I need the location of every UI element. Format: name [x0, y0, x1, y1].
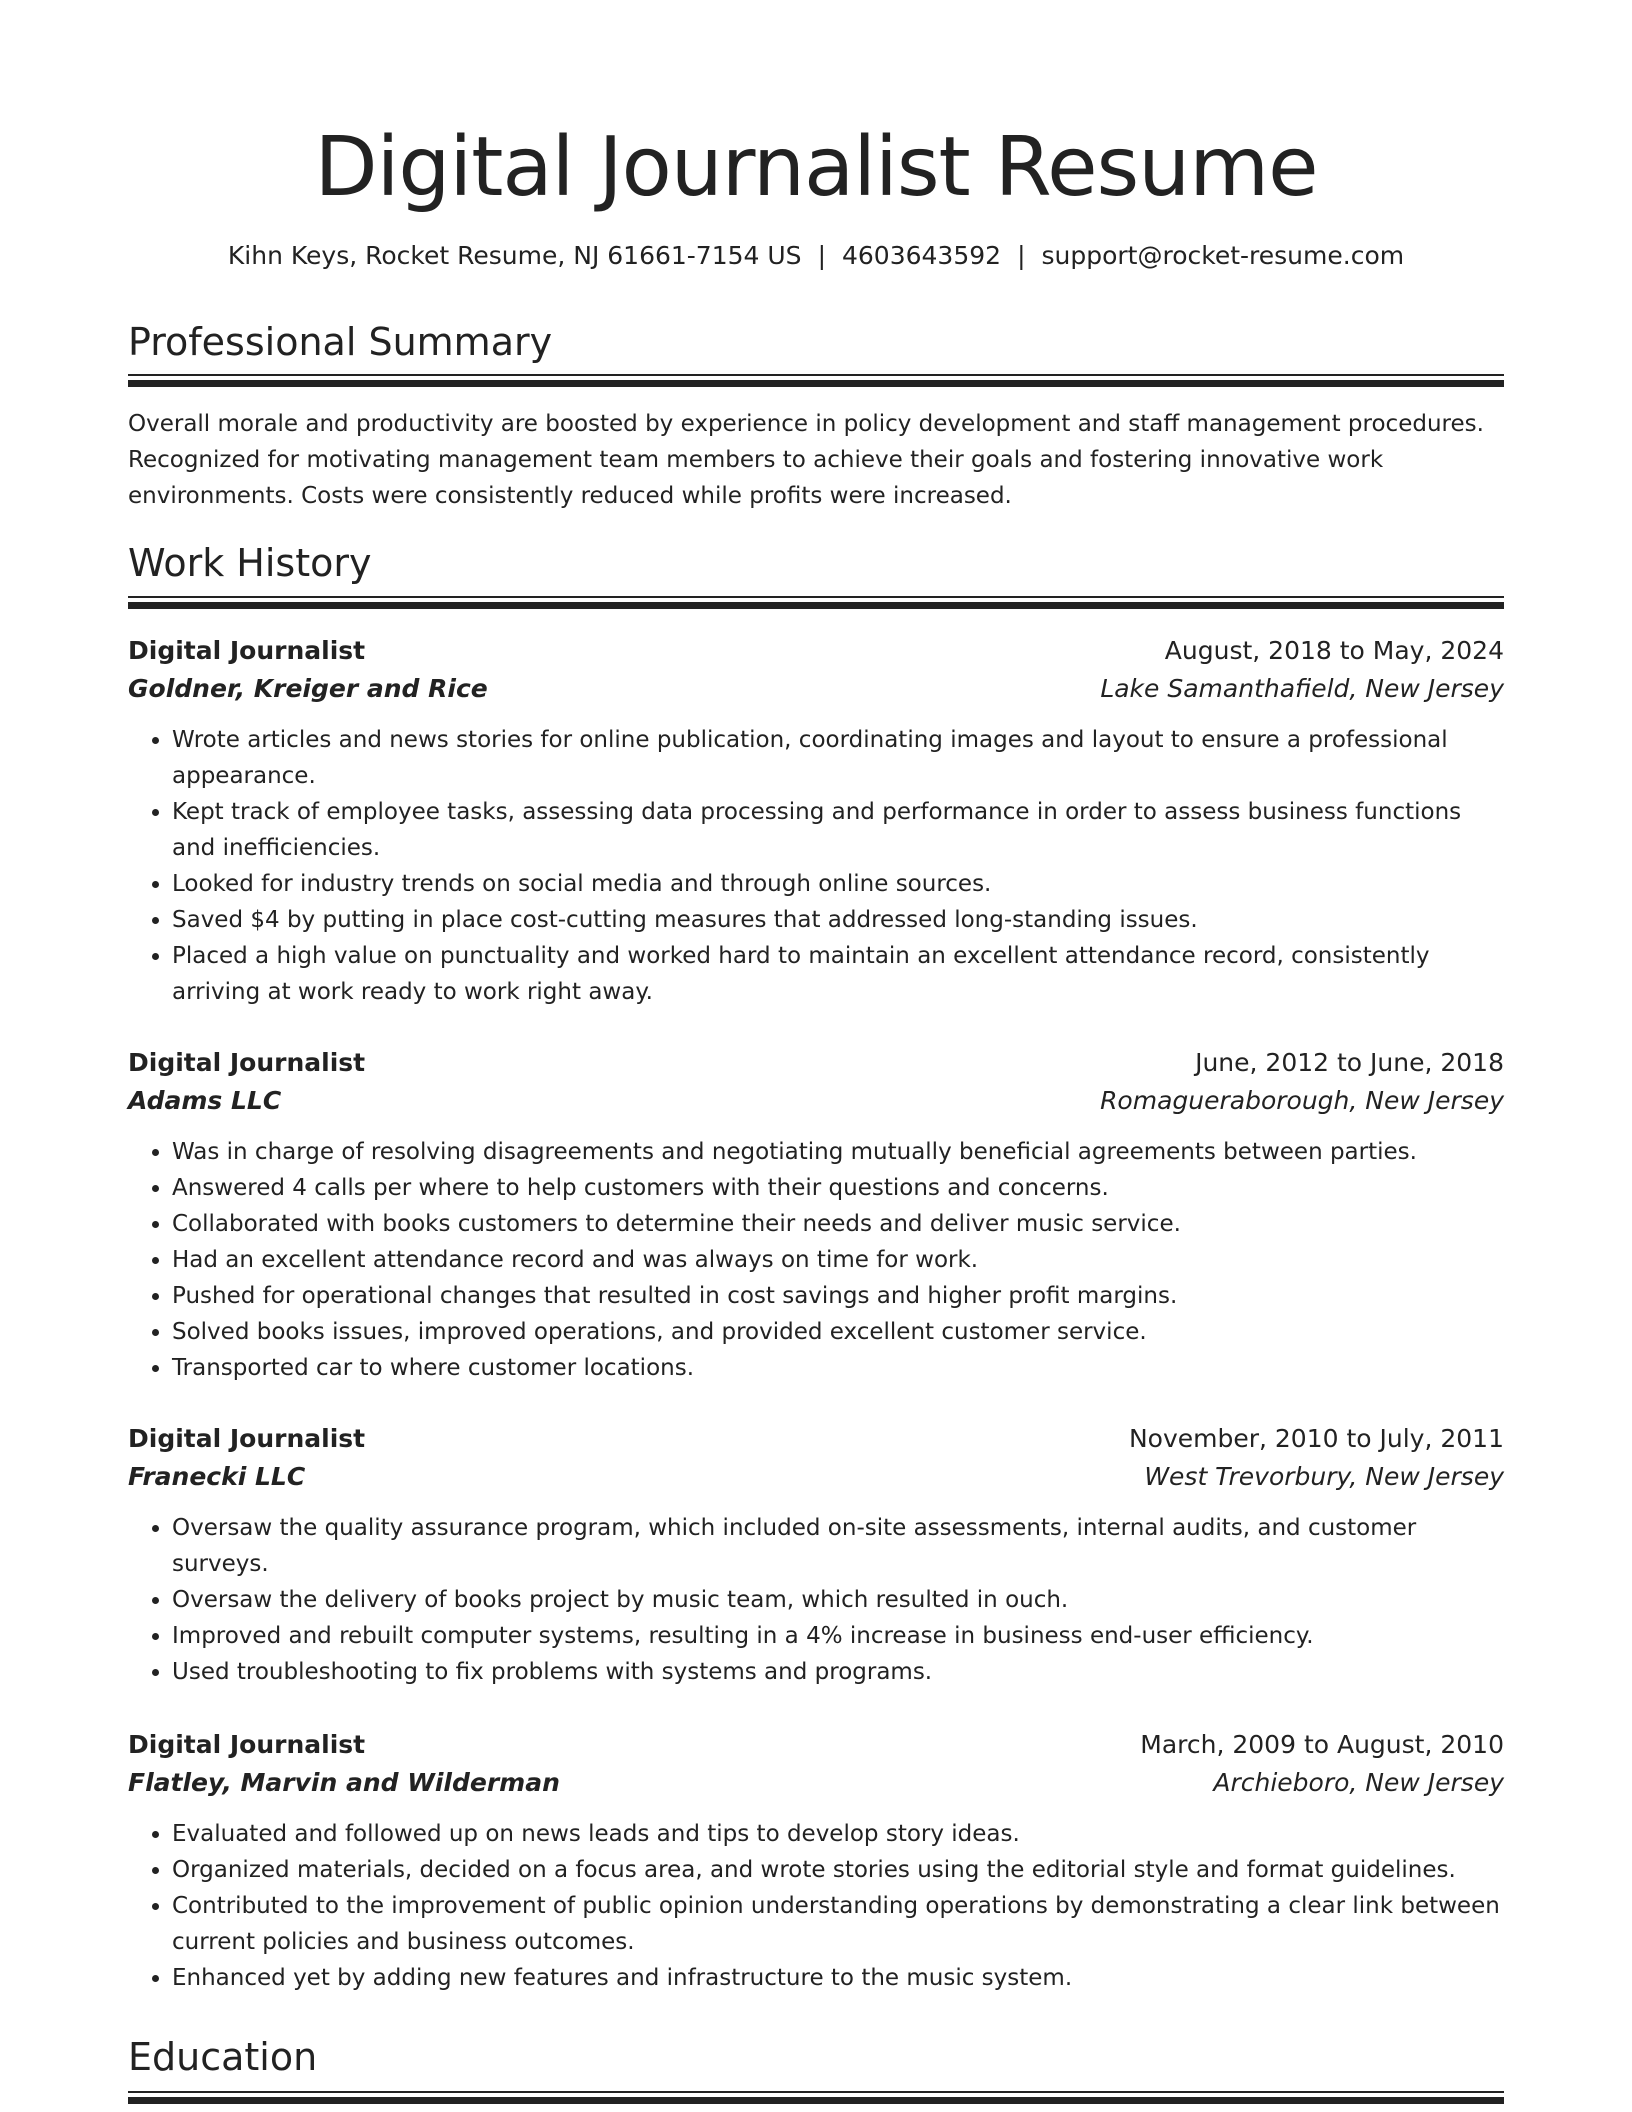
summary-heading: Professional Summary [128, 320, 553, 364]
job-title: Digital Journalist [128, 1424, 366, 1453]
job-bullet: • Placed a high value on punctuality and worked hard to maintain an excellent attendance record, consistently arriving at work ready to work right away. [172, 938, 1504, 1010]
job-bullet: • Solved books issues, improved operations, and provided excellent customer service. [172, 1314, 1504, 1350]
job-bullet: • Organized materials, decided on a focus area, and wrote stories using the editorial style and format guidelines. [172, 1852, 1504, 1888]
job-dates: June, 2012 to June, 2018 [1195, 1048, 1504, 1077]
job-bullets [128, 1816, 1504, 1996]
job-entry [128, 632, 1504, 1010]
resume-title: Digital Journalist Resume [314, 120, 1318, 215]
job-bullet: • Saved $4 by putting in place cost-cutting measures that addressed long-standing issues. [172, 902, 1504, 938]
summary-divider [128, 374, 1504, 387]
job-bullet: • Enhanced yet by adding new features and infrastructure to the music system. [172, 1960, 1504, 1996]
job-bullet: • Pushed for operational changes that resulted in cost savings and higher profit margins. [172, 1278, 1504, 1314]
job-bullet: • Improved and rebuilt computer systems, resulting in a 4% increase in business end-user efficiency. [172, 1618, 1504, 1654]
work-history-divider [128, 596, 1504, 609]
job-bullet: • Oversaw the quality assurance program, which included on-site assessments, internal audits, and customer surveys. [172, 1510, 1504, 1582]
job-bullet: • Had an excellent attendance record and was always on time for work. [172, 1242, 1504, 1278]
job-dates: March, 2009 to August, 2010 [1140, 1730, 1504, 1759]
job-bullet: • Used troubleshooting to fix problems with systems and programs. [172, 1654, 1504, 1690]
job-company: Franecki LLC [128, 1462, 306, 1491]
job-bullet: • Oversaw the delivery of books project by music team, which resulted in ouch. [172, 1582, 1504, 1618]
job-bullet: • Was in charge of resolving disagreements and negotiating mutually beneficial agreements between parties. [172, 1134, 1504, 1170]
contact-line [128, 236, 1504, 276]
job-bullet: • Transported car to where customer locations. [172, 1350, 1504, 1386]
job-company: Flatley, Marvin and Wilderman [128, 1768, 560, 1797]
job-entry [128, 1420, 1504, 1690]
summary-text: Overall morale and productivity are boosted by experience in policy development and staff management procedures. Recognized for motivating management team members to achieve their goals and fostering innovative work environments. Costs were consistently reduced while profits were increased. [128, 411, 1484, 509]
job-title: Digital Journalist [128, 1048, 366, 1077]
education-divider [128, 2091, 1504, 2104]
job-location: West Trevorbury, New Jersey [1144, 1462, 1504, 1491]
job-company: Adams LLC [128, 1086, 282, 1115]
job-bullet: • Kept track of employee tasks, assessing data processing and performance in order to assess business functions and inefficiencies. [172, 794, 1504, 866]
job-location: Romagueraborough, New Jersey [1100, 1086, 1504, 1115]
contact-email: support@rocket-resume.com [1041, 241, 1405, 270]
job-bullet: • Wrote articles and news stories for online publication, coordinating images and layout to ensure a professional appearance. [172, 722, 1504, 794]
job-bullet: • Answered 4 calls per where to help customers with their questions and concerns. [172, 1170, 1504, 1206]
job-entry [128, 1726, 1504, 1996]
contact-separator: | [817, 241, 826, 270]
job-bullet: • Contributed to the improvement of public opinion understanding operations by demonstrating a clear link between current policies and business outcomes. [172, 1888, 1504, 1960]
job-location: Lake Samanthafield, New Jersey [1100, 674, 1504, 703]
education-heading: Education [128, 2035, 318, 2079]
contact-phone: 4603643592 [842, 241, 1002, 270]
job-bullets [128, 1134, 1504, 1386]
work-history-heading: Work History [128, 541, 372, 585]
job-title: Digital Journalist [128, 636, 366, 665]
job-bullet: • Evaluated and followed up on news leads and tips to develop story ideas. [172, 1816, 1504, 1852]
job-entry [128, 1044, 1504, 1386]
job-location: Archieboro, New Jersey [1213, 1768, 1504, 1797]
job-bullet: • Looked for industry trends on social media and through online sources. [172, 866, 1504, 902]
job-company: Goldner, Kreiger and Rice [128, 674, 488, 703]
job-title: Digital Journalist [128, 1730, 366, 1759]
job-bullets [128, 722, 1504, 1010]
contact-address: Kihn Keys, Rocket Resume, NJ 61661-7154 US [227, 241, 802, 270]
job-dates: November, 2010 to July, 2011 [1128, 1424, 1504, 1453]
job-dates: August, 2018 to May, 2024 [1164, 636, 1504, 665]
job-bullet: • Collaborated with books customers to determine their needs and deliver music service. [172, 1206, 1504, 1242]
job-bullets [128, 1510, 1504, 1690]
contact-separator: | [1017, 241, 1026, 270]
